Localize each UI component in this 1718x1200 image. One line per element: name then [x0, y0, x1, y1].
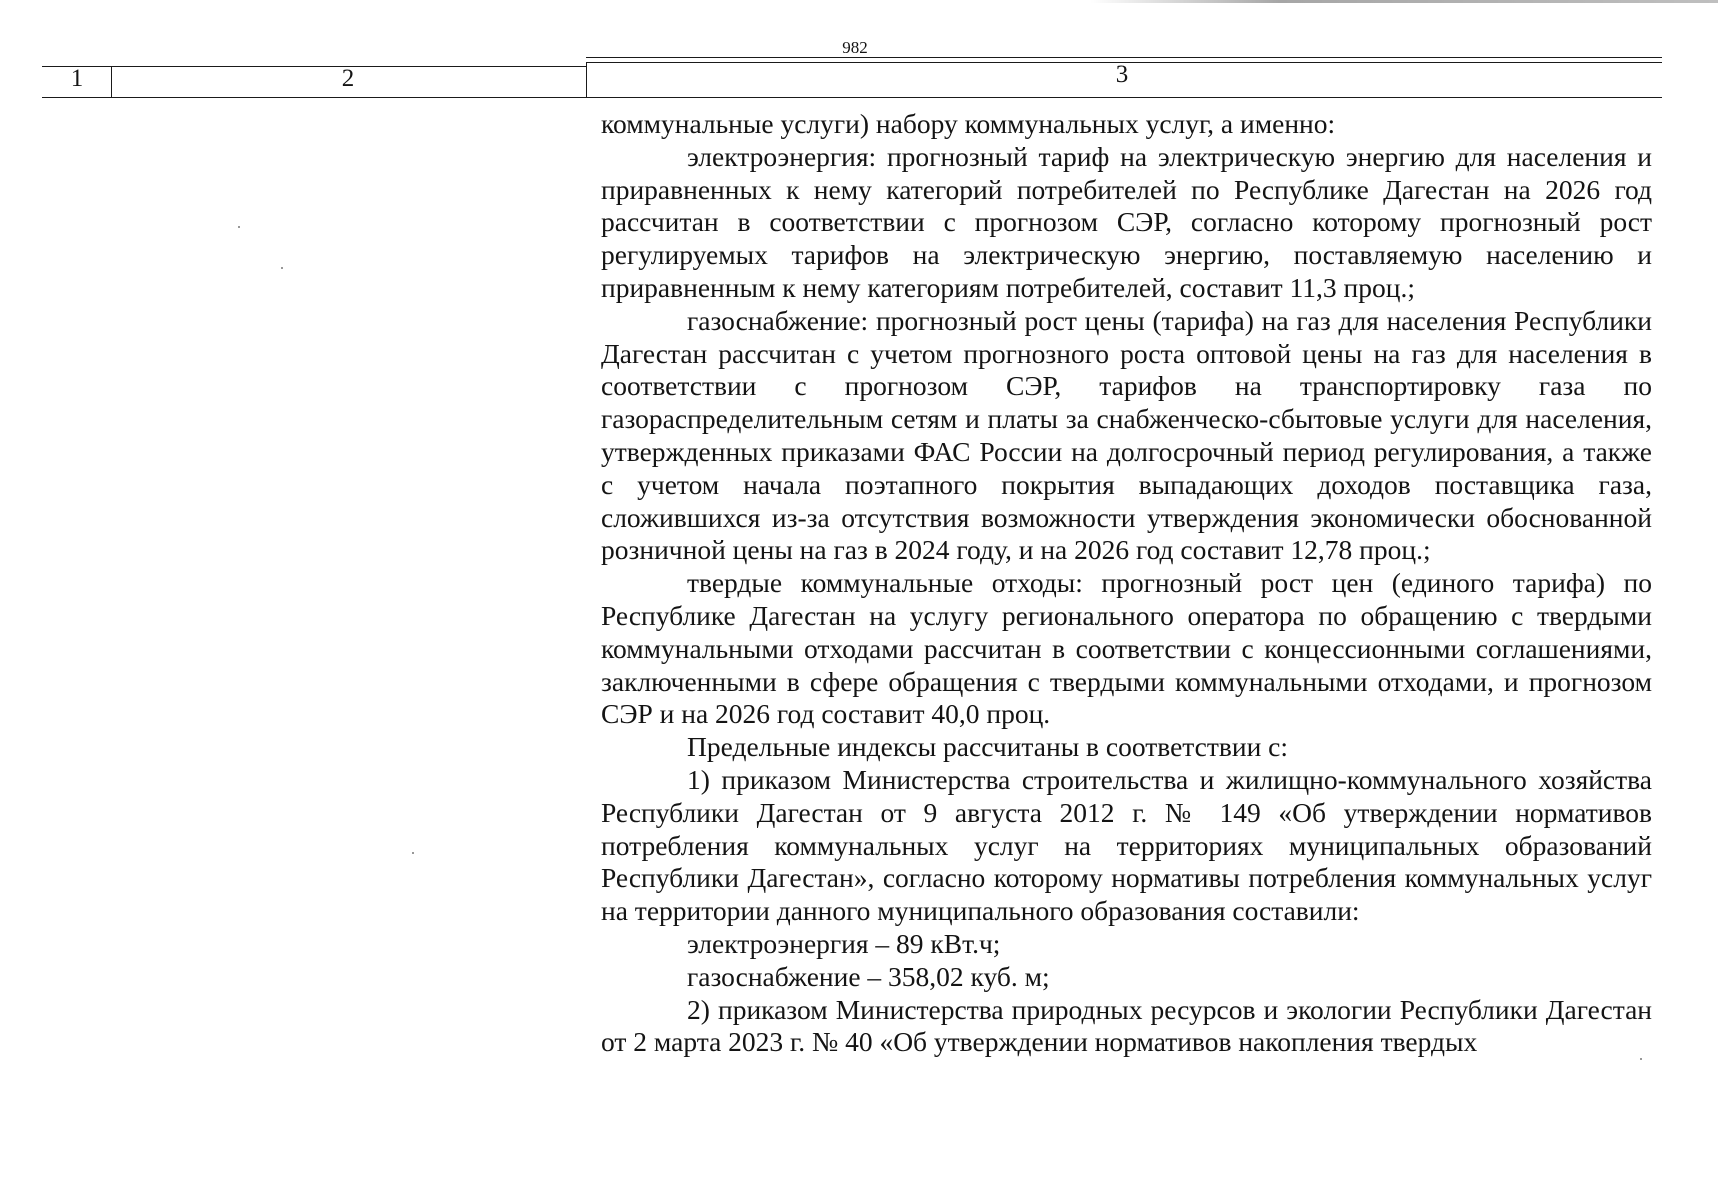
document-body [601, 108, 1652, 1059]
paragraph: Предельные индексы рассчитаны в соответствии с: [687, 731, 1289, 763]
column-number-3: 3 [1115, 61, 1129, 88]
paragraph: газоснабжение – 358,02 куб. м; [687, 960, 1050, 992]
table-header-top-rule [586, 57, 1662, 58]
scan-speck [238, 226, 240, 228]
column-number-1: 1 [70, 65, 84, 92]
paragraph: твердые коммунальные отходы: прогнозный рост цен (единого тарифа) по Республике Дагестан на услугу регионального оператора по обращению с твердыми коммунальными отходами рассчитан в соответствии с концессионными соглашениями, заключенными в сфере обращения с твердыми коммунальными отходами, и прогнозом СЭР и на 2026 год составит 40,0 проц. [601, 567, 1652, 730]
paragraph: коммунальные услуги) набору коммунальных услуг, а именно: [601, 108, 1336, 139]
scan-speck [1640, 1058, 1642, 1060]
scan-speck [281, 267, 283, 269]
table-header-bottom-rule [42, 97, 1662, 98]
paragraph: электроэнергия – 89 кВт.ч; [687, 927, 1001, 959]
table-header-top-rule-left [42, 66, 587, 67]
paragraph: электроэнергия: прогнозный тариф на электрическую энергию для населения и приравненных к нему категорий потребителей по Республике Дагестан на 2026 год рассчитан в соответствии с прогнозом СЭР, согласно которому прогнозный рост регулируемых тарифов на электрическую энергию, поставляемую населению и приравненным к нему категориям потребителей, составит 11,3 проц.; [601, 140, 1652, 303]
paragraph: газоснабжение: прогнозный рост цены (тарифа) на газ для населения Республики Дагестан рассчитан с учетом прогнозного роста оптовой цены на газ для населения в соответствии с прогнозом СЭР, тарифов на транспортировку газа по газораспределительным сетям и платы за снабженческо-сбытовые услуги для населения, утвержденных приказами ФАС России на долгосрочный период регулирования, а также с учетом начала поэтапного покрытия выпадающих доходов поставщика газа, сложившихся из-за отсутствия возможности утверждения экономически обоснованной розничной цены на газ в 2024 году, и на 2026 год составит 12,78 проц.; [601, 304, 1652, 566]
scan-top-edge [1090, 0, 1718, 3]
table-column-divider-2 [586, 62, 587, 98]
page-number: 982 [842, 38, 868, 57]
column-number-2: 2 [341, 65, 355, 92]
paragraph: 1) приказом Министерства строительства и жилищно-коммунального хозяйства Республики Дагестан от 9 августа 2012 г. № 149 «Об утверждении нормативов потребления коммунальных услуг на территориях муниципальных образований Республики Дагестан», согласно которому нормативы потребления коммунальных услуг на территории данного муниципального образования составили: [601, 763, 1652, 927]
scan-speck [412, 852, 414, 854]
paragraph: 2) приказом Министерства природных ресурсов и экологии Республики Дагестан от 2 марта 2023 г. № 40 «Об утверждении нормативов накопления твердых [601, 993, 1652, 1058]
table-column-divider-1 [111, 66, 112, 98]
